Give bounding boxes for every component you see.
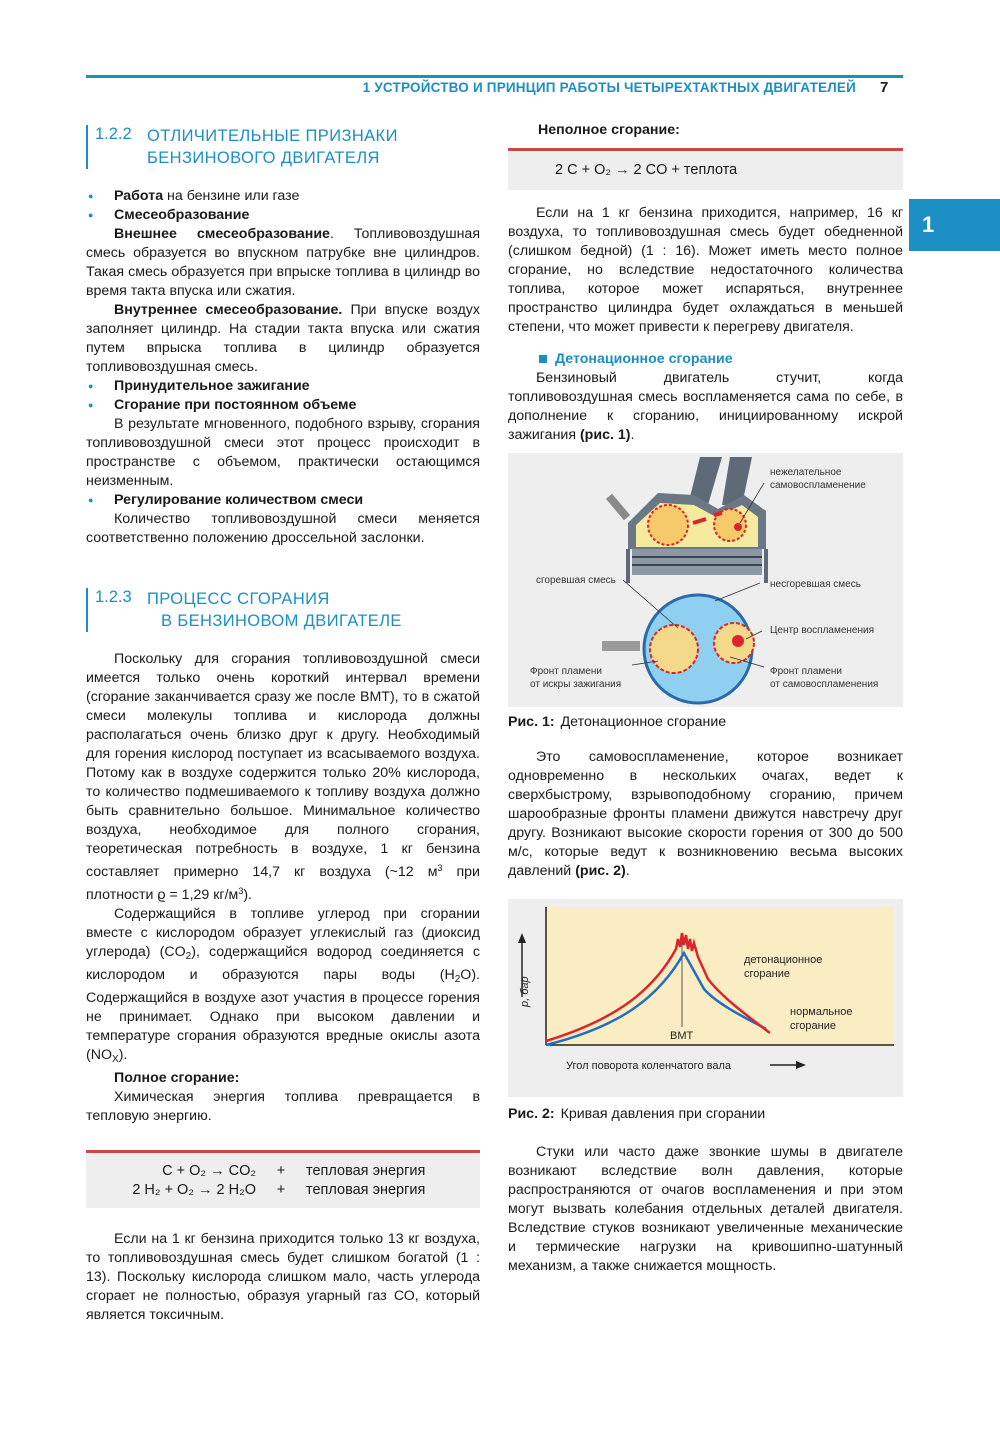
formula-row: 2 H₂ + O₂ → 2 H₂O + тепловая энергия (132, 1182, 426, 1198)
label-front-self2: от самовоспламенения (770, 679, 879, 690)
paragraph-combustion-air: Поскольку для сгорания топливовоздушной смеси имеется только очень короткий интервал времени (сгорание заканчивается сразу же после ВМТ), то в сжатой смеси молекулы топлива и кислорода должны располагаться очень близко друг к другу. Необходимый для горения кислород поступает из всасываемого воздуха. Потому как в воздухе содержится только 20% кислорода, то количество подмешиваемого к топливу воздуха должно быть сравнительно большое. Минимальное количество воздуха, необходимое для полного сгорания, теоретическая потребность в воздухе, 1 кг бензина составляет примерно 14,7 кг воздуха (~12 $м^3$ при плотности ϱ = 1,29 $кг/м^3$). (86, 651, 480, 903)
section-heading-122 (86, 125, 480, 169)
ignition-center (734, 523, 742, 531)
legend-normal-2: сгорание (790, 1020, 836, 1032)
paragraph-internal-mixture: Внутреннее смесеобразование. При впуске воздух заполняет цилиндр. На стадии такта впуска или сжатия путем впрыска топлива в цилиндр образуется топливовоздушная смесь. (86, 302, 480, 375)
section-number: 1.2.3 (95, 588, 132, 606)
paragraph-carbon: Содержащийся в топливе углерод при сгорании вместе с кислородом образует углекислый газ (диоксид углерода) $(CO_2)$, содержащийся водород соединяется с кислородом и образуются пары воды $(H_2O)$. Содержащийся в воздухе азот участия в процессе горения не принимает. Однако при высоком давлении и температуре сгорания образуются вредные окислы азота $(NO_X)$. (86, 906, 481, 1065)
bullet-ignition: ● Принудительное зажигание (86, 377, 480, 396)
paragraph-external-mixture: Внешнее смесеобразование. Топливовоздушная смесь образуется во впускном патрубке вне цилиндров. Такая смесь образуется при впрыске топлива в цилиндр во время такта впуска или сжатия. (86, 226, 480, 299)
section-title-line2: БЕНЗИНОВОГО ДВИГАТЕЛЯ (147, 149, 380, 167)
legend-normal-1: нормальное (790, 1006, 853, 1018)
spark-front-magnified (650, 625, 698, 673)
spark-plug-magnified (602, 641, 640, 651)
label-unwanted: нежелательное (770, 467, 842, 478)
section-heading-123 (86, 588, 480, 632)
label-unwanted2: самовоспламенение (770, 480, 866, 491)
chapter-tab: 1 (909, 199, 1000, 251)
paragraph-self-ignition: Это самовоспламенение, которое возникает одновременно в нескольких очагах, ведет к сверхбыстрому, взрывоподобному сгоранию, причем шарообразные фронты пламени движутся навстречу друг другу. Возникают высокие скорости горения от 300 до 500 м/с, которые ведут к возникновению весьма высоких давлений (рис. 2). (508, 749, 903, 879)
paragraph-full-combustion: Химическая энергия топлива превращается в тепловую энергию. (86, 1089, 480, 1124)
partial-combustion-heading: Неполное сгорание: (538, 122, 680, 138)
formula-box-partial: 2 C + O₂ → 2 CO + теплота (508, 148, 903, 190)
running-title: 1 УСТРОЙСТВО И ПРИНЦИП РАБОТЫ ЧЕТЫРЕХТАКТНЫХ ДВИГАТЕЛЕЙ (362, 80, 856, 95)
legend-knock-1: детонационное (744, 954, 823, 966)
paragraph-knock-noise: Стуки или часто даже звонкие шумы в двигателе возникают вследствие волн давления, которые распространяются от очагов воспламенения и при этом могут вызвать колебания отдельных деталей двигателя. Вследствие стуков возникают увеличенные механические и термические нагрузки на кривошипно-шатунный механизм, а также снижается мощность. (508, 1144, 903, 1274)
right-column (508, 121, 903, 1276)
section-number: 1.2.2 (95, 125, 132, 143)
piston (632, 549, 762, 575)
bullet-fuel: ● Работа на бензине или газе (86, 187, 480, 206)
label-burned: сгоревшая смесь (536, 575, 616, 586)
section-title-line1: ОТЛИЧИТЕЛЬНЫЕ ПРИЗНАКИ (147, 127, 398, 145)
knock-heading: Детонационное сгорание (508, 350, 903, 369)
figure-knock-diagram (508, 453, 903, 707)
label-front-spark1: Фронт пламени (530, 666, 602, 677)
spark-flame-front (648, 505, 688, 545)
page-number: 7 (880, 79, 889, 96)
y-axis-label: p, бар (519, 976, 531, 1007)
paragraph-constant-volume: В результате мгновенного, подобного взрыву, сгорания топливовоздушной смеси этот процесс происходит в пространстве с объемом, практически остающимся неизменным. (86, 416, 480, 489)
bullet-regulation: ● Регулирование количеством смеси (86, 491, 480, 510)
paragraph-knock: Бензиновый двигатель стучит, когда топливовоздушная смесь воспламеняется сама по себе, в дополнение к сгоранию, инициированному искрой зажигания (рис. 1). (508, 370, 903, 443)
paragraph-lean-mixture: Если на 1 кг бензина приходится, например, 16 кг воздуха, то топливовоздушная смесь будет обедненной (слишком бедной) (1 : 16). Может иметь место полное сгорание, но вследствие недостаточного количества топлива, которое может испаряться, внутреннее пространство цилиндра будет охлаждаться в меньшей степени, что может привести к перегреву двигателя. (508, 205, 903, 335)
spark-plug (606, 494, 630, 521)
left-column (86, 125, 480, 1325)
label-front-spark2: от искры зажигания (530, 679, 622, 690)
section-title-line1: ПРОЦЕСС СГОРАНИЯ (147, 590, 330, 608)
label-front-self1: Фронт пламени (770, 666, 842, 677)
figure2-caption: Рис. 2: Кривая давления при сгорании (508, 1106, 766, 1122)
chart-plot-area (546, 907, 894, 1045)
knock-diagram (508, 453, 903, 707)
label-center: Центр воспламенения (770, 625, 875, 636)
full-combustion-heading: Полное сгорание: (114, 1070, 240, 1086)
x-axis-label: Угол поворота коленчатого вала (566, 1060, 731, 1072)
header-rule (86, 75, 903, 78)
tdc-label: ВМТ (670, 1030, 694, 1042)
paragraph-rich-mixture: Если на 1 кг бензина приходится только 13 кг воздуха, то топливовоздушная смесь будет слишком богатой (1 : 13). Поскольку кислорода слишком мало, часть углерода сгорает не полностью, образуя угарный газ СО, который является токсичным. (86, 1231, 480, 1323)
bullet-constant-volume: ● Сгорание при постоянном объеме (86, 396, 480, 415)
label-unburned: несгоревшая смесь (770, 579, 861, 590)
section-title-line2: В БЕНЗИНОВОМ ДВИГАТЕЛЕ (161, 612, 402, 630)
figure-pressure-chart (508, 899, 903, 1097)
legend-knock-2: сгорание (744, 968, 790, 980)
pressure-chart (508, 899, 903, 1097)
paragraph-regulation: Количество топливовоздушной смеси меняется соответственно положению дроссельной заслонки. (86, 511, 480, 546)
formula-box-full (86, 1150, 480, 1208)
figure1-caption: Рис. 1: Детонационное сгорание (508, 714, 727, 730)
center-magnified (732, 635, 744, 647)
formula-row: C + O₂ → CO₂ + тепловая энергия (162, 1163, 426, 1179)
bullet-mixture: ● Смесеобразование (86, 206, 480, 225)
